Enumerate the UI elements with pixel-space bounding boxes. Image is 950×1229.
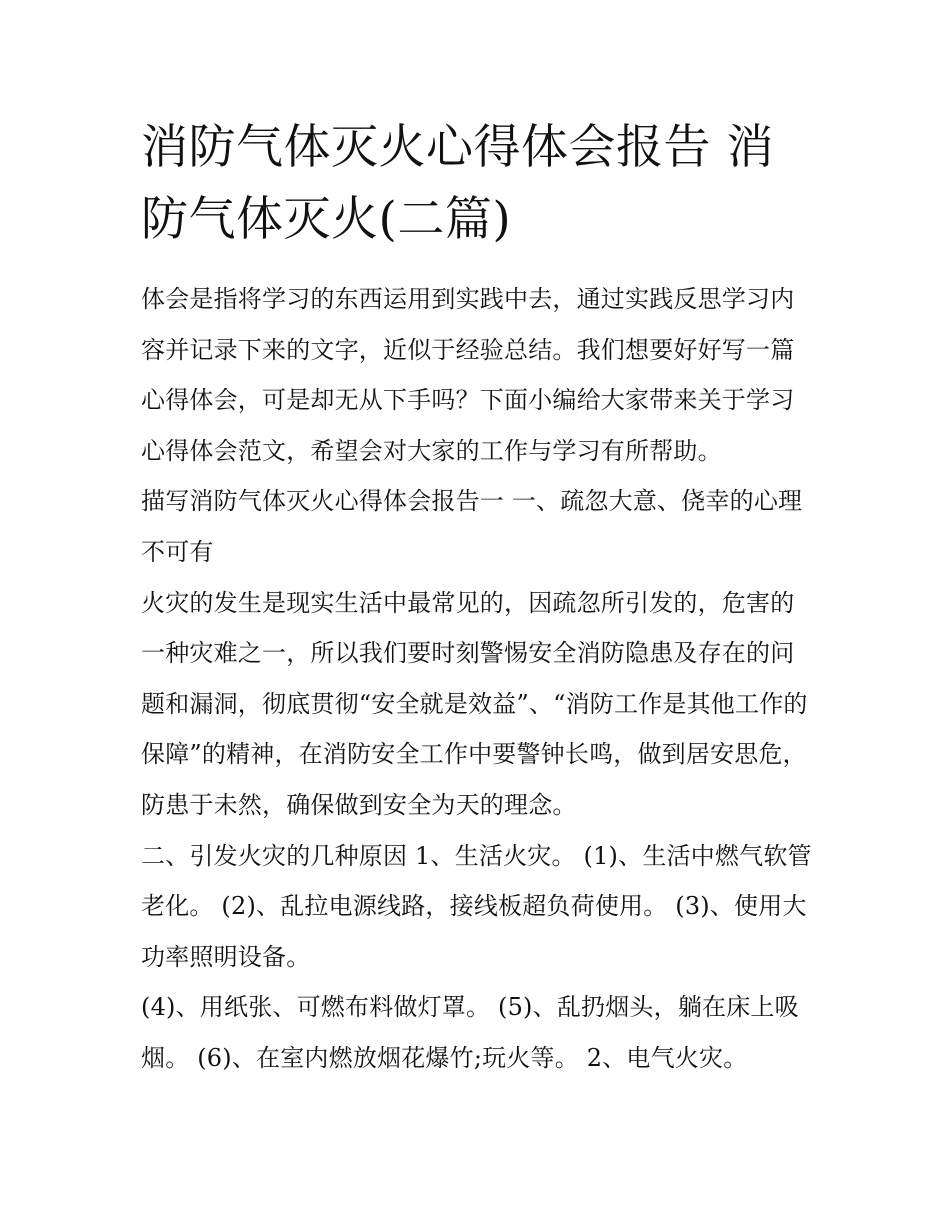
document-content bbox=[141, 112, 815, 1084]
paragraph-fire-causes: 二、引发火灾的几种原因 1、生活火灾。 (1)、生活中燃气软管老化。 (2)、乱拉电源线路，接线板超负荷使用。 (3)、使用大功率照明设备。 bbox=[141, 841, 812, 971]
paragraph-fire-awareness: 火灾的发生是现实生活中最常见的，因疏忽所引发的，危害的一种灾难之一，所以我们要时刻警惕安全消防隐患及存在的问题和漏洞，彻底贯彻“安全就是效益”、“消防工作是其他工作的保障”的精神，在消防安全工作中要警钟长鸣，做到居安思危，防患于未然，确保做到安全为天的理念。 bbox=[141, 588, 808, 819]
paragraph-intro: 体会是指将学习的东西运用到实践中去，通过实践反思学习内容并记录下来的文字，近似于经验总结。我们想要好好写一篇心得体会，可是却无从下手吗？下面小编给大家带来关于学习心得体会范文，希望会对大家的工作与学习有所帮助。 bbox=[141, 285, 795, 465]
paragraph-report-heading: 描写消防气体灭火心得体会报告一 一、疏忽大意、侥幸的心理不可有 bbox=[141, 487, 803, 566]
paragraph-fire-causes-continued: (4)、用纸张、可燃布料做灯罩。 (5)、乱扔烟头，躺在床上吸烟。 (6)、在室内燃放烟花爆竹;玩火等。 2、电气火灾。 bbox=[141, 993, 799, 1072]
document-title: 消防气体灭火心得体会报告 消防气体灭火(二篇) bbox=[141, 120, 774, 247]
